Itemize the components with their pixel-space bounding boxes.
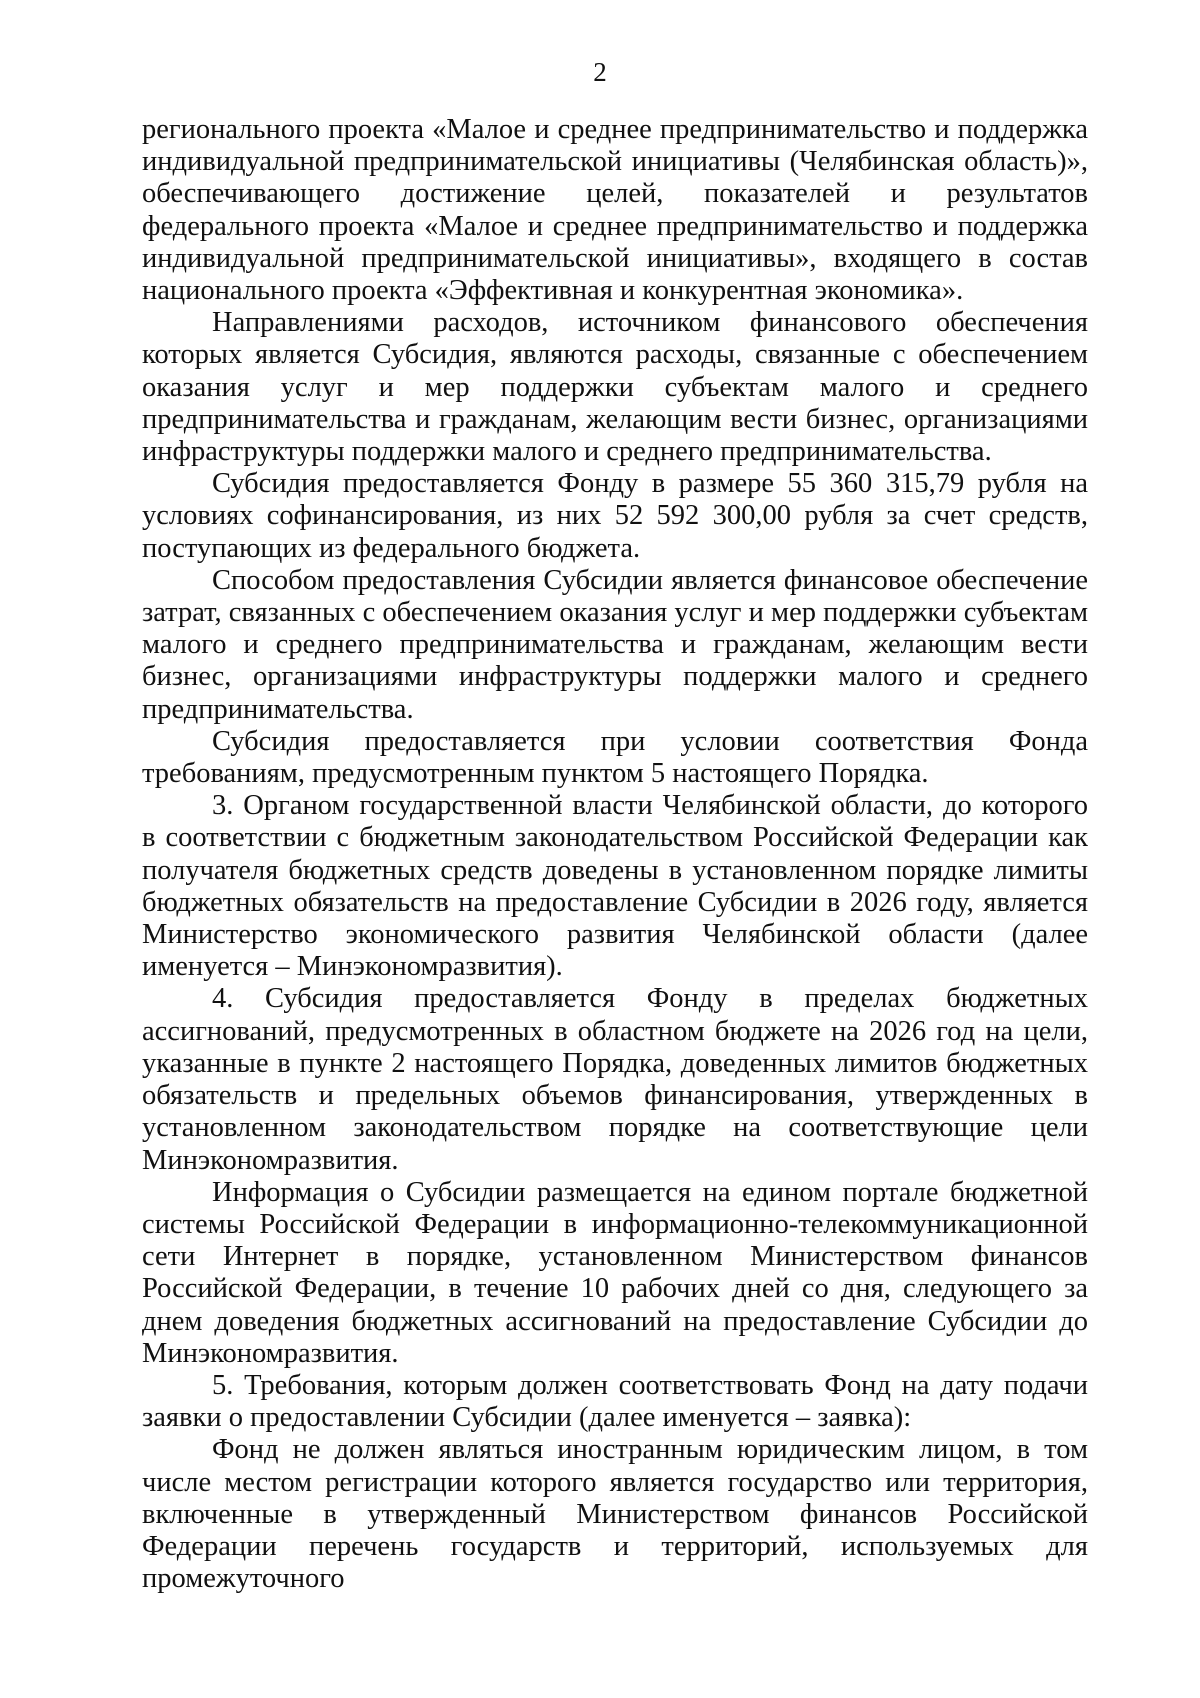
paragraph-foreign-entity-requirement: Фонд не должен являться иностранным юридическим лицом, в том числе местом регистрации которого является государство или территория, включенные в утвержденный Министерством финансов Российской Федерации перечень государств и территорий, используемых для промежуточного xyxy=(142,1434,1088,1595)
paragraph-subsidy-information: Информация о Субсидии размещается на едином портале бюджетной системы Российской Федерации в информационно-телекоммуникационной сети Интернет в порядке, установленном Министерством финансов Российской Федерации, в течение 10 рабочих дней со дня, следующего за днем доведения бюджетных ассигнований на предоставление Субсидии до Минэкономразвития. xyxy=(142,1176,1088,1369)
paragraph-provision-method: Способом предоставления Субсидии является финансовое обеспечение затрат, связанных с обеспечением оказания услуг и мер поддержки субъектам малого и среднего предпринимательства и гражданам, желающим вести бизнес, организациями инфраструктуры поддержки малого и среднего предпринимательства. xyxy=(142,564,1088,725)
page-number: 2 xyxy=(593,57,607,87)
paragraph-provision-condition: Субсидия предоставляется при условии соответствия Фонда требованиям, предусмотренным пунктом 5 настоящего Порядка. xyxy=(142,725,1088,790)
paragraph-item-4: 4. Субсидия предоставляется Фонду в пределах бюджетных ассигнований, предусмотренных в областном бюджете на 2026 год на цели, указанные в пункте 2 настоящего Порядка, доведенных лимитов бюджетных обязательств и предельных объемов финансирования, утвержденных в установленном законодательством порядке на соответствующие цели Минэкономразвития. xyxy=(142,983,1088,1176)
paragraph-continuation: регионального проекта «Малое и среднее предпринимательство и поддержка индивидуальной предпринимательской инициативы (Челябинская область)», обеспечивающего достижение целей, показателей и результатов федерального проекта «Малое и среднее предпринимательство и поддержка индивидуальной предпринимательской инициативы», входящего в состав национального проекта «Эффективная и конкурентная экономика». xyxy=(142,114,1088,307)
document-body xyxy=(142,114,1088,1595)
paragraph-item-3: 3. Органом государственной власти Челябинской области, до которого в соответствии с бюджетным законодательством Российской Федерации как получателя бюджетных средств доведены в установленном порядке лимиты бюджетных обязательств на предоставление Субсидии в 2026 году, является Министерство экономического развития Челябинской области (далее именуется – Минэкономразвития). xyxy=(142,790,1088,983)
paragraph-subsidy-amount: Субсидия предоставляется Фонду в размере 55 360 315,79 рубля на условиях софинансирования, из них 52 592 300,00 рубля за счет средств, поступающих из федерального бюджета. xyxy=(142,468,1088,564)
paragraph-item-5: 5. Требования, которым должен соответствовать Фонд на дату подачи заявки о предоставлении Субсидии (далее именуется – заявка): xyxy=(142,1369,1088,1434)
paragraph-expense-directions: Направлениями расходов, источником финансового обеспечения которых является Субсидия, являются расходы, связанные с обеспечением оказания услуг и мер поддержки субъектам малого и среднего предпринимательства и гражданам, желающим вести бизнес, организациями инфраструктуры поддержки малого и среднего предпринимательства. xyxy=(142,307,1088,468)
